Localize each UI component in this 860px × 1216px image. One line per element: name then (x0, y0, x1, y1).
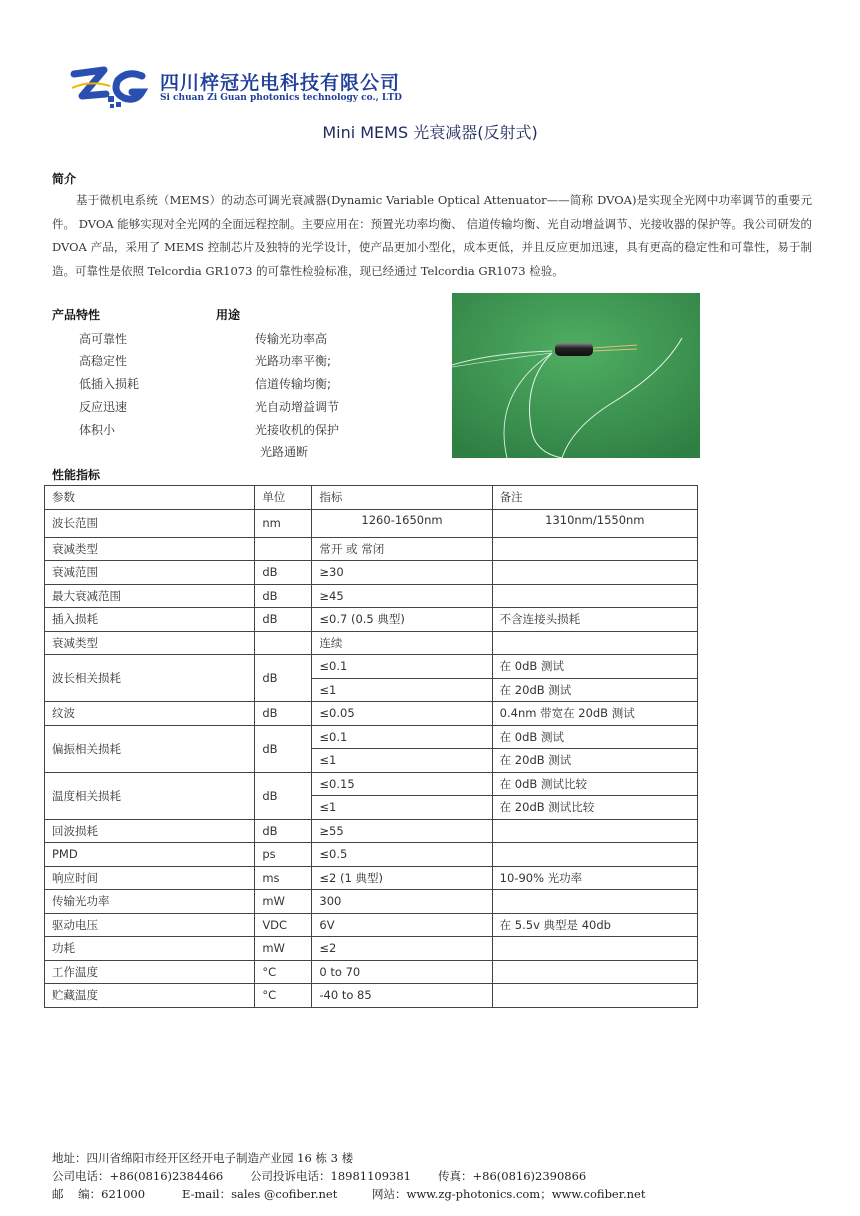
footer-phone: 公司电话：+86(0816)2384466 (52, 1169, 224, 1183)
table-header-row (45, 486, 698, 510)
table-cell: PMD (45, 843, 255, 867)
table-cell: 驱动电压 (45, 913, 255, 937)
uses-heading: 用途 (216, 308, 241, 322)
company-name-en: Si chuan Zi Guan photonics technology co., LTD (160, 93, 402, 103)
table-row (45, 960, 698, 984)
document-title: Mini MEMS 光衰减器(反射式) (322, 123, 538, 142)
use-item: 光路通断 (260, 445, 309, 459)
table-cell: 贮藏温度 (45, 984, 255, 1008)
table-cell: ≤1 (312, 749, 492, 773)
footer-fax: 传真：+86(0816)2390866 (438, 1169, 587, 1183)
footer-postcode: 邮 编：621000 (52, 1187, 146, 1201)
table-cell: 响应时间 (45, 866, 255, 890)
table-cell: 300 (312, 890, 492, 914)
table-cell: 连续 (312, 631, 492, 655)
table-row (45, 937, 698, 961)
table-row (45, 631, 698, 655)
table-cell: mW (255, 937, 312, 961)
features-heading: 产品特性 (52, 308, 101, 322)
feature-item: 体积小 (79, 423, 116, 437)
table-row (45, 866, 698, 890)
feature-item: 反应迅速 (79, 400, 128, 414)
table-row (45, 890, 698, 914)
table-cell: 衰减类型 (45, 537, 255, 561)
company-name-cn: 四川梓冠光电科技有限公司 (160, 72, 401, 94)
table-cell (492, 819, 697, 843)
table-row (45, 843, 698, 867)
table-cell (492, 890, 697, 914)
table-cell: ≤2 (312, 937, 492, 961)
table-row (45, 561, 698, 585)
feature-item: 高可靠性 (79, 332, 128, 346)
table-row (45, 509, 698, 537)
table-cell: 功耗 (45, 937, 255, 961)
table-cell: 在 0dB 测试 (492, 725, 697, 749)
table-cell: ≤0.1 (312, 725, 492, 749)
table-cell: 6V (312, 913, 492, 937)
table-header-cell: 参数 (45, 486, 255, 510)
table-cell: ms (255, 866, 312, 890)
table-cell: 在 5.5v 典型是 40db (492, 913, 697, 937)
table-cell: ≤1 (312, 678, 492, 702)
table-cell: ≥45 (312, 584, 492, 608)
table-cell: 纹波 (45, 702, 255, 726)
table-row (45, 584, 698, 608)
table-header-cell: 单位 (255, 486, 312, 510)
use-item: 信道传输均衡; (255, 377, 332, 391)
table-cell: 插入损耗 (45, 608, 255, 632)
table-cell: dB (255, 655, 312, 702)
table-cell: dB (255, 819, 312, 843)
table-cell (492, 984, 697, 1008)
table-cell (255, 631, 312, 655)
table-cell: dB (255, 584, 312, 608)
intro-text: 基于微机电系统（MEMS）的动态可调光衰减器(Dynamic Variable Optical Attenuator——简称 DVOA)是实现全光网中功率调节的重要元件。 DVOA 能够实现对全光网的全面远程控制。主要应用在：预置光功率均衡、 信道传输均衡、光自动增益调节、光接收器的保护等。我公司研发的 DVOA 产品，采用了 MEMS 控制芯片及独特的光学设计，使产品更加小型化，成本更低，并且反应更加迅速，具有更高的稳定性和可靠性，易于制造。可靠性是依照 Telcordia GR1073 的可靠性检验标准，现已经通过 Telcordia GR1073 检验。 (52, 193, 812, 278)
table-cell: 偏振相关损耗 (45, 725, 255, 772)
table-cell: dB (255, 702, 312, 726)
table-cell: 1310nm/1550nm (492, 509, 697, 537)
table-cell: ≤1 (312, 796, 492, 820)
table-cell: 波长相关损耗 (45, 655, 255, 702)
table-header-cell: 指标 (312, 486, 492, 510)
table-cell: 衰减类型 (45, 631, 255, 655)
table-cell: dB (255, 772, 312, 819)
use-item: 光路功率平衡; (255, 354, 332, 368)
table-cell: 10-90% 光功率 (492, 866, 697, 890)
table-cell: 在 0dB 测试 (492, 655, 697, 679)
table-cell: ps (255, 843, 312, 867)
table-cell: ≤2 (1 典型) (312, 866, 492, 890)
table-cell: 不含连接头损耗 (492, 608, 697, 632)
footer-website[interactable]: 网站：www.zg-photonics.com；www.cofiber.net (372, 1187, 646, 1201)
spec-table (44, 485, 698, 1008)
table-row (45, 984, 698, 1008)
table-cell: ≤0.15 (312, 772, 492, 796)
table-row (45, 725, 698, 749)
table-cell (492, 561, 697, 585)
table-cell: 在 20dB 测试比较 (492, 796, 697, 820)
table-cell: °C (255, 960, 312, 984)
table-cell: 温度相关损耗 (45, 772, 255, 819)
table-cell: dB (255, 608, 312, 632)
table-cell (492, 584, 697, 608)
intro-heading: 简介 (52, 172, 77, 186)
company-logo (70, 66, 162, 110)
product-photo (452, 293, 700, 458)
feature-item: 低插入损耗 (79, 377, 140, 391)
table-cell: 常开 或 常闭 (312, 537, 492, 561)
table-cell: ≤0.1 (312, 655, 492, 679)
table-cell: VDC (255, 913, 312, 937)
feature-item: 高稳定性 (79, 354, 128, 368)
table-row (45, 702, 698, 726)
use-item: 传输光功率高 (255, 332, 328, 346)
table-cell (492, 537, 697, 561)
table-cell: 1260-1650nm (312, 509, 492, 537)
table-cell: 在 0dB 测试比较 (492, 772, 697, 796)
table-cell: 衰减范围 (45, 561, 255, 585)
table-cell: ≤0.5 (312, 843, 492, 867)
table-cell: °C (255, 984, 312, 1008)
table-cell: 0 to 70 (312, 960, 492, 984)
table-cell: ≤0.7 (0.5 典型) (312, 608, 492, 632)
table-cell (255, 537, 312, 561)
table-row (45, 608, 698, 632)
table-cell: 回波损耗 (45, 819, 255, 843)
table-cell: mW (255, 890, 312, 914)
table-cell: 0.4nm 带宽在 20dB 测试 (492, 702, 697, 726)
table-cell: dB (255, 561, 312, 585)
use-item: 光接收机的保护 (255, 423, 340, 437)
table-cell (492, 843, 697, 867)
table-cell: 传输光功率 (45, 890, 255, 914)
use-item: 光自动增益调节 (255, 400, 340, 414)
table-row (45, 819, 698, 843)
footer-address: 地址：四川省绵阳市经开区经开电子制造产业园 16 栋 3 楼 (52, 1151, 354, 1165)
footer-email[interactable]: E-mail：sales @cofiber.net (182, 1187, 338, 1201)
table-header-cell: 备注 (492, 486, 697, 510)
table-cell: 在 20dB 测试 (492, 749, 697, 773)
table-cell: 最大衰减范围 (45, 584, 255, 608)
table-cell: -40 to 85 (312, 984, 492, 1008)
table-cell: 波长范围 (45, 509, 255, 537)
footer-complaint-phone: 公司投诉电话：18981109381 (250, 1169, 411, 1183)
table-cell: 工作温度 (45, 960, 255, 984)
table-row (45, 537, 698, 561)
table-row (45, 655, 698, 679)
specs-heading: 性能指标 (52, 468, 101, 482)
table-row (45, 913, 698, 937)
table-cell: nm (255, 509, 312, 537)
table-cell: ≥55 (312, 819, 492, 843)
table-cell (492, 631, 697, 655)
table-cell: ≥30 (312, 561, 492, 585)
table-cell: dB (255, 725, 312, 772)
table-row (45, 772, 698, 796)
table-cell (492, 960, 697, 984)
table-cell: ≤0.05 (312, 702, 492, 726)
table-cell: 在 20dB 测试 (492, 678, 697, 702)
table-cell (492, 937, 697, 961)
